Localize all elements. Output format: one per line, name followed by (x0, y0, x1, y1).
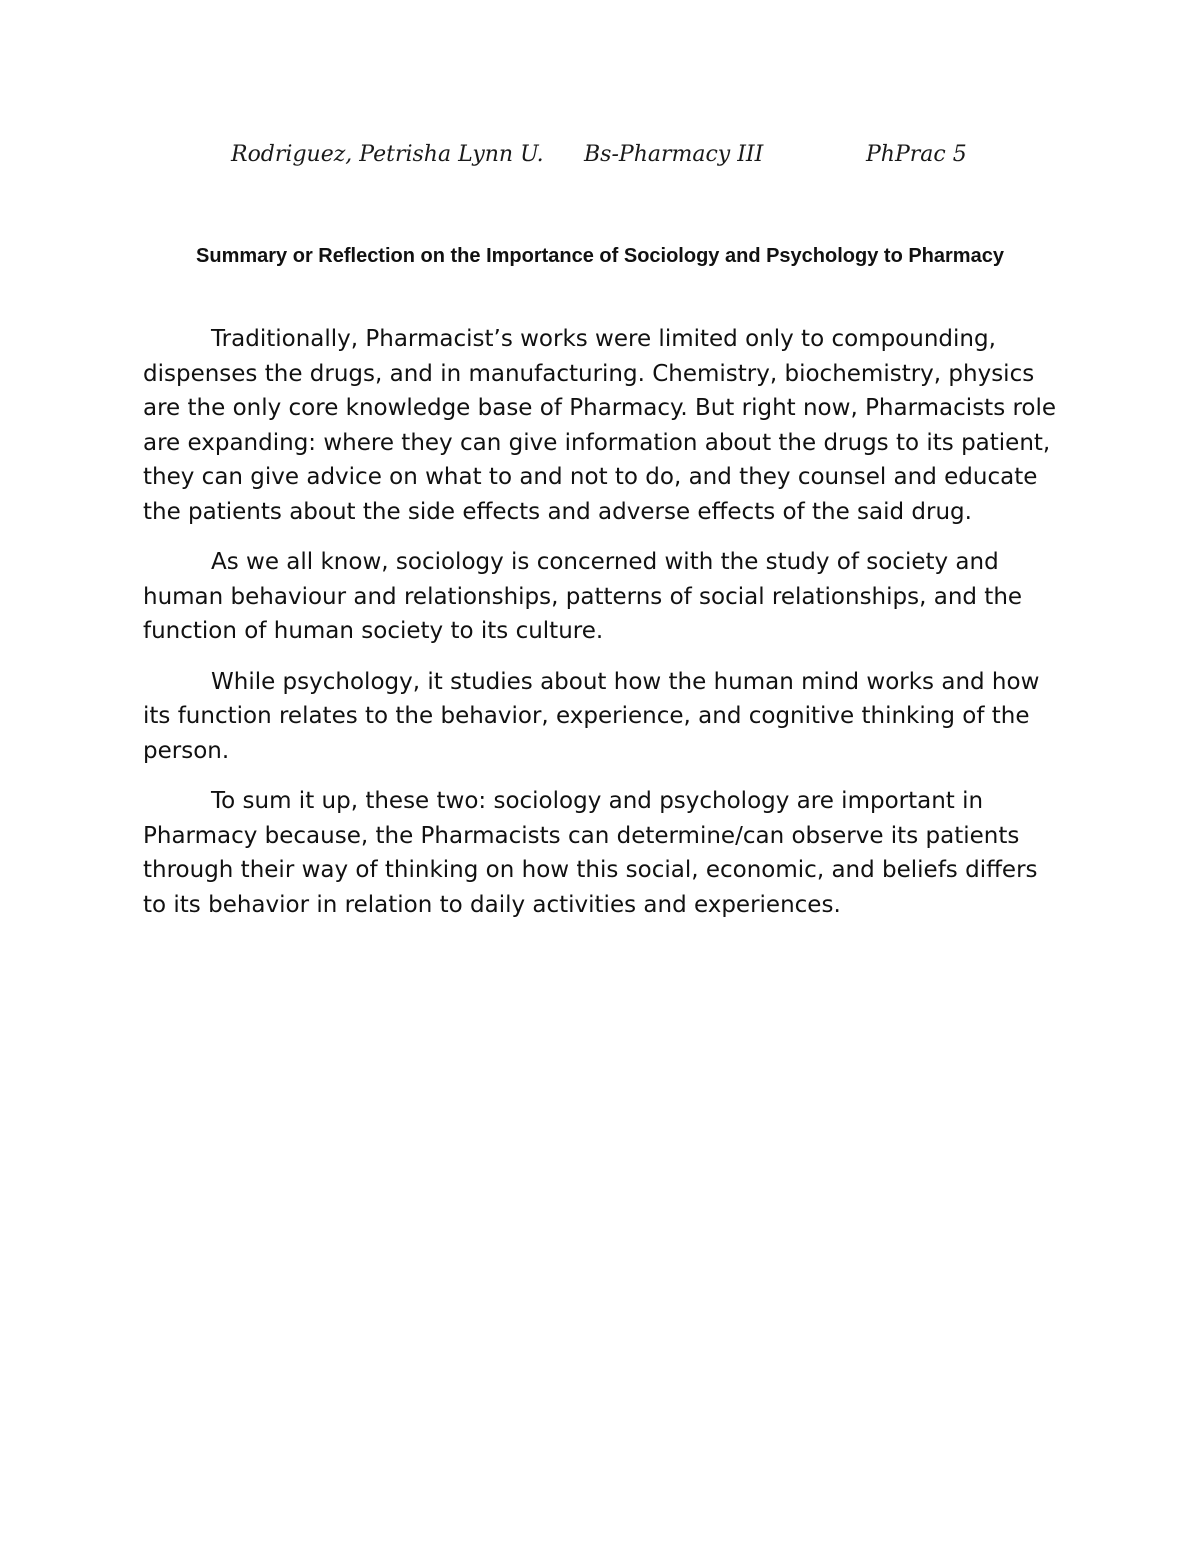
paragraph-4: To sum it up, these two: sociology and psychology are important in Pharmacy because, the Pharmacists can determine/can observe its patients through their way of thinking on how this social, economic, and beliefs differs to its behavior in relation to daily activities and experiences. (143, 788, 1038, 918)
document-body (143, 322, 1058, 938)
student-name: Rodriguez, Petrisha Lynn U. (231, 142, 544, 167)
paragraph-1: Traditionally, Pharmacist’s works were limited only to compounding, dispenses the drugs, and in manufacturing. Chemistry, biochemistry, physics are the only core knowledge base of Pharmacy. But right now, Pharmacists role are expanding: where they can give information about the drugs to its patient, they can give advice on what to and not to do, and they counsel and educate the patients about the side effects and adverse effects of the said drug. (143, 326, 1057, 525)
course-code: PhPrac 5 (866, 142, 967, 167)
paragraph-3: While psychology, it studies about how the human mind works and how its function relates to the behavior, experience, and cognitive thinking of the person. (143, 668, 1040, 764)
document-header (0, 142, 1200, 176)
paragraph-2: As we all know, sociology is concerned with the study of society and human behaviour and relationships, patterns of social relationships, and the function of human society to its culture. (143, 549, 1023, 644)
student-program: Bs-Pharmacy III (584, 142, 764, 167)
document-title: Summary or Reflection on the Importance of Sociology and Psychology to Pharmacy (196, 245, 1004, 267)
